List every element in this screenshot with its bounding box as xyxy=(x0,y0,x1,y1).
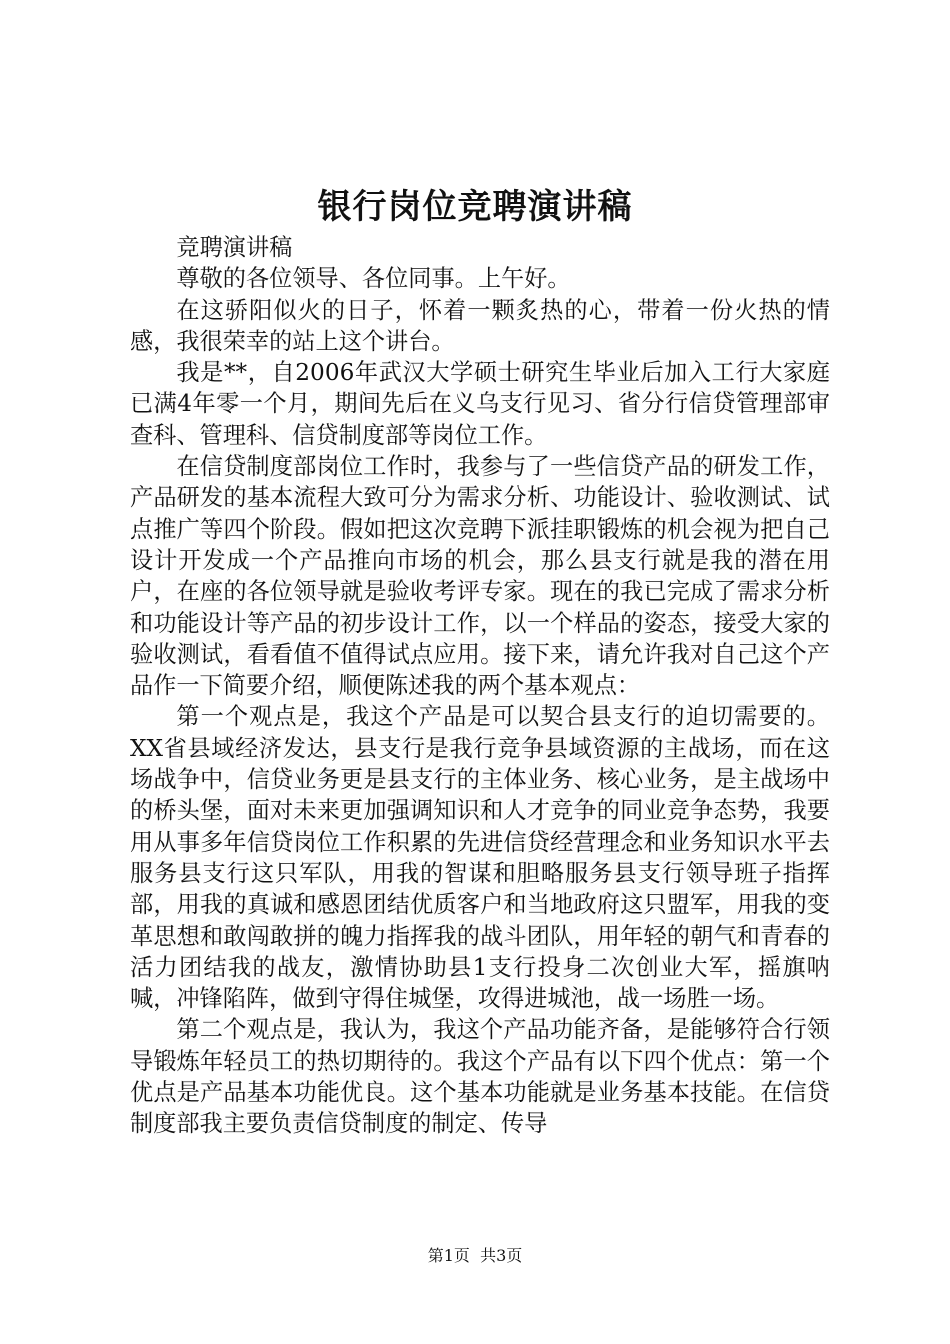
page-number: 第1页 共3页 xyxy=(427,1246,523,1265)
paragraph-product-analogy: 在信贷制度部岗位工作时，我参与了一些信贷产品的研发工作，产品研发的基本流程大致可分为需求分析、功能设计、验收测试、试点推广等四个阶段。假如把这次竞聘下派挂职锻炼的机会视为把自己设计开发成一个产品推向市场的机会，那么县支行就是我的潜在用户，在座的各位领导就是验收考评专家。现在的我已完成了需求分析和功能设计等产品的初步设计工作，以一个样品的姿态，接受大家的验收测试，看看值不值得试点应用。接下来，请允许我对自己这个产品作一下简要介绍，顺便陈述我的两个基本观点： xyxy=(130,453,830,700)
paragraph-subtitle: 竞聘演讲稿 xyxy=(176,234,293,261)
document-title: 银行岗位竞聘演讲稿 xyxy=(317,187,633,227)
page-footer xyxy=(0,1244,950,1268)
paragraph-greeting: 尊敬的各位领导、各位同事。上午好。 xyxy=(176,265,571,293)
paragraph-second-viewpoint: 第二个观点是，我认为，我这个产品功能齐备，是能够符合行领导锻炼年轻员工的热切期待的。我这个产品有以下四个优点：第一个优点是产品基本功能优良。这个基本功能就是业务基本技能。在信贷制度部我主要负责信贷制度的制定、传导 xyxy=(130,1016,830,1138)
paragraph-first-viewpoint: 第一个观点是，我这个产品是可以契合县支行的迫切需要的。XX省县域经济发达，县支行是我行竞争县域资源的主战场，而在这场战争中，信贷业务更是县支行的主体业务、核心业务，是主战场中的桥头堡，面对未来更加强调知识和人才竞争的同业竞争态势，我要用从事多年信贷岗位工作积累的先进信贷经营理念和业务知识水平去服务县支行这只军队，用我的智谋和胆略服务县支行领导班子指挥部，用我的真诚和感恩团结优质客户和当地政府这只盟军，用我的变革思想和敢闯敢拼的魄力指挥我的战斗团队，用年轻的朝气和青春的活力团结我的战友，激情协助县1支行投身二次创业大军，摇旗呐喊，冲锋陷阵，做到守得住城堡，攻得进城池，战一场胜一场。 xyxy=(130,703,830,1013)
paragraph-opening: 在这骄阳似火的日子，怀着一颗炙热的心，带着一份火热的情感，我很荣幸的站上这个讲台。 xyxy=(130,296,830,355)
document-body xyxy=(130,232,830,1140)
paragraph-self-introduction: 我是**，自2006年武汉大学硕士研究生毕业后加入工行大家庭已满4年零一个月，期间先后在义乌支行见习、省分行信贷管理部审查科、管理科、信贷制度部等岗位工作。 xyxy=(130,359,830,449)
